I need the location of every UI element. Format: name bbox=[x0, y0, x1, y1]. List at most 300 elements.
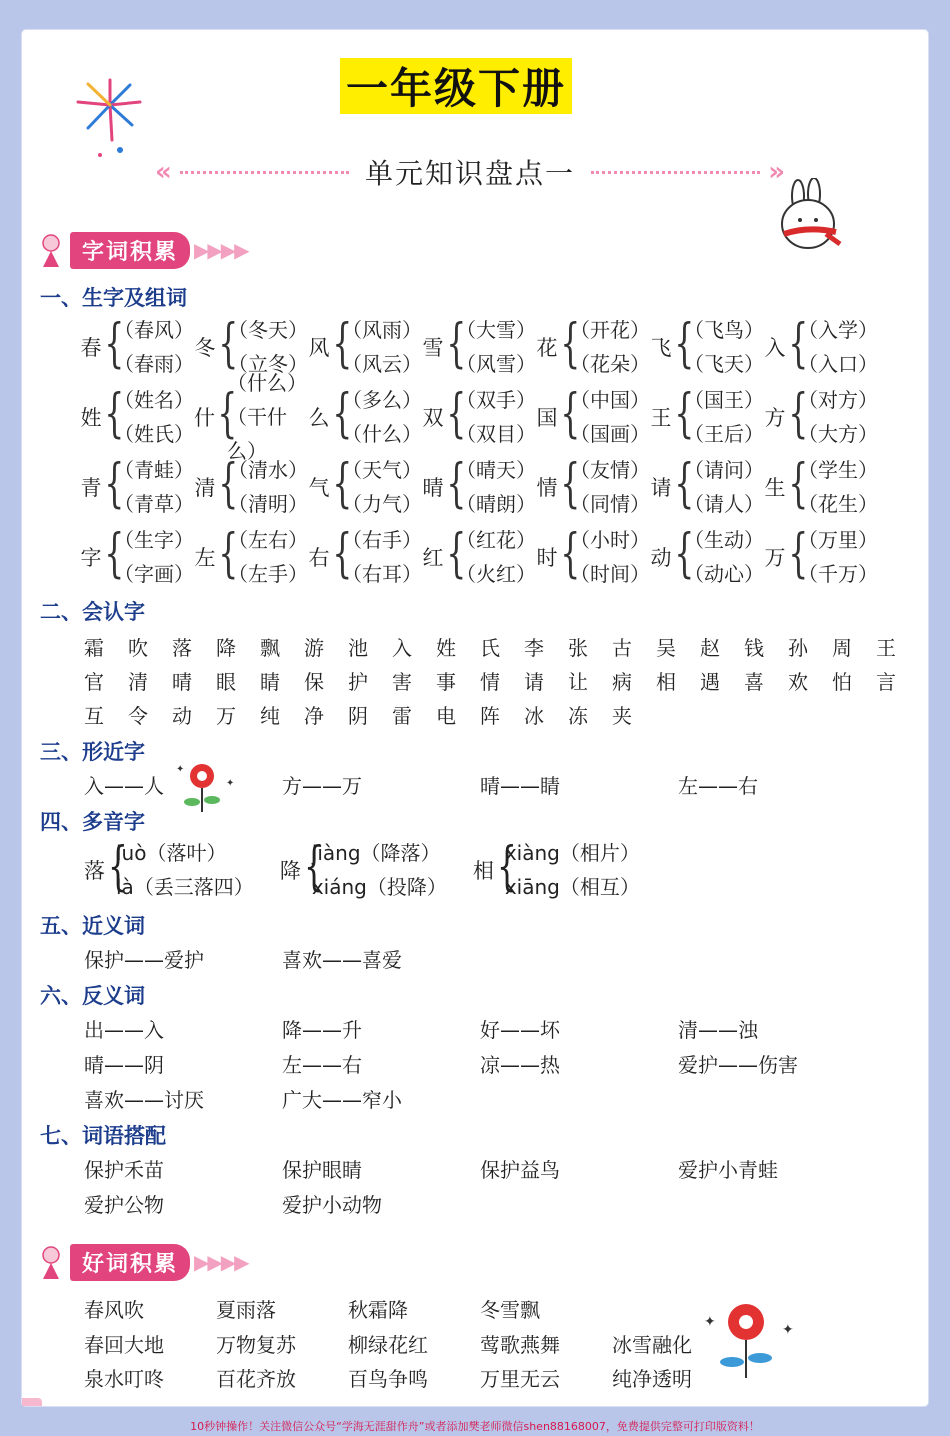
group-word: （友情） bbox=[570, 458, 650, 482]
heading-7: 七、词语搭配 bbox=[40, 1124, 166, 1148]
brace-icon: { bbox=[674, 314, 695, 374]
group-char: 王 bbox=[650, 406, 672, 430]
svg-text:✦: ✦ bbox=[704, 1314, 716, 1330]
girl-icon bbox=[38, 1245, 64, 1279]
good-word: 秋霜降 bbox=[348, 1298, 408, 1322]
brace-icon: { bbox=[788, 384, 809, 444]
good-words-row bbox=[84, 1363, 744, 1392]
antonym-pair: 左——右 bbox=[282, 1053, 362, 1077]
group-word: （晴朗） bbox=[456, 492, 536, 516]
group-cell bbox=[194, 453, 308, 521]
recognize-char: 池 bbox=[348, 636, 368, 660]
good-word: 万里无云 bbox=[480, 1367, 560, 1391]
collocation: 保护益鸟 bbox=[480, 1158, 560, 1182]
group-word: （动心） bbox=[684, 562, 764, 586]
group-word: （立冬） bbox=[228, 352, 308, 376]
recognize-char: 保 bbox=[304, 670, 324, 694]
group-word: （入学） bbox=[798, 318, 878, 342]
group-words bbox=[456, 453, 536, 521]
recognize-char: 氏 bbox=[480, 636, 500, 660]
brace-icon: { bbox=[332, 384, 353, 444]
group-char: 动 bbox=[650, 546, 672, 570]
group-words bbox=[570, 453, 650, 521]
good-word: 春回大地 bbox=[84, 1333, 164, 1357]
chevrons-icon: ▶▶▶▶ bbox=[194, 238, 248, 262]
polyphone-lines bbox=[116, 836, 254, 904]
polyphone-reading: luò（落叶） bbox=[116, 841, 227, 865]
group-cell bbox=[80, 523, 194, 591]
brace-icon: { bbox=[104, 314, 125, 374]
group-char: 什 bbox=[194, 406, 215, 430]
chevrons-icon: ▶▶▶▶ bbox=[194, 1250, 248, 1274]
group-word: （风雨） bbox=[342, 318, 422, 342]
group-cell bbox=[308, 383, 422, 451]
good-word: 春风吹 bbox=[84, 1298, 144, 1322]
group-word: （学生） bbox=[798, 458, 878, 482]
group-char: 晴 bbox=[422, 476, 444, 500]
group-row bbox=[80, 371, 880, 463]
recognize-char: 护 bbox=[348, 670, 368, 694]
group-cell bbox=[422, 383, 536, 451]
group-word: （风云） bbox=[342, 352, 422, 376]
recognize-char: 言 bbox=[876, 670, 896, 694]
brace-icon: { bbox=[217, 384, 238, 444]
polyphone-row bbox=[84, 836, 666, 904]
group-cell bbox=[536, 453, 650, 521]
group-word: （姓氏） bbox=[114, 422, 194, 446]
character-groups bbox=[80, 312, 880, 592]
brace-icon: { bbox=[104, 454, 125, 514]
group-words bbox=[684, 523, 764, 591]
brace-icon: { bbox=[332, 314, 353, 374]
group-word: （双目） bbox=[456, 422, 536, 446]
polyphone-char: 落 bbox=[84, 859, 105, 883]
similar-pair: 入——人 bbox=[84, 774, 164, 798]
recognize-char: 王 bbox=[876, 636, 896, 660]
group-char: 风 bbox=[308, 336, 330, 360]
svg-text:✦: ✦ bbox=[226, 778, 235, 789]
group-char: 姓 bbox=[80, 406, 102, 430]
recognize-char: 雷 bbox=[392, 704, 412, 728]
antonym-pair: 凉——热 bbox=[480, 1053, 560, 1077]
group-char: 方 bbox=[764, 406, 786, 430]
group-char: 春 bbox=[80, 336, 102, 360]
polyphone-reading: xiáng（投降） bbox=[311, 875, 447, 899]
recognize-char: 阵 bbox=[480, 704, 500, 728]
heading-3: 三、形近字 bbox=[40, 740, 145, 764]
good-word: 冬雪飘 bbox=[480, 1298, 540, 1322]
recognize-char: 万 bbox=[216, 704, 236, 728]
group-word: （左手） bbox=[228, 562, 308, 586]
synonym-row bbox=[84, 944, 480, 973]
recognize-char: 相 bbox=[656, 670, 676, 694]
group-word: （对方） bbox=[798, 388, 878, 412]
similar-pair: 左——右 bbox=[678, 774, 758, 798]
recognize-char: 冻 bbox=[568, 704, 588, 728]
polyphone-lines bbox=[505, 836, 640, 904]
collocation: 爱护小动物 bbox=[282, 1193, 382, 1217]
group-word: （力气） bbox=[342, 492, 422, 516]
group-cell bbox=[80, 453, 194, 521]
group-word: （王后） bbox=[684, 422, 764, 446]
recognize-char: 降 bbox=[216, 636, 236, 660]
group-char: 么 bbox=[308, 406, 330, 430]
brace-icon: { bbox=[496, 837, 517, 897]
polyphone-reading: jiàng（降落） bbox=[311, 841, 441, 865]
group-word: （冬天） bbox=[228, 318, 308, 342]
group-word: （春风） bbox=[114, 318, 194, 342]
group-cell bbox=[764, 313, 878, 381]
svg-text:✦: ✦ bbox=[782, 1322, 794, 1338]
good-words-row bbox=[84, 1329, 744, 1358]
group-word: （姓名） bbox=[114, 388, 194, 412]
badge-label: 字词积累 bbox=[70, 232, 190, 269]
firework-decoration bbox=[70, 70, 150, 170]
group-cell bbox=[80, 313, 194, 381]
group-word: （万里） bbox=[798, 528, 878, 552]
page-title-text: 一年级下册 bbox=[345, 64, 566, 113]
polyphone-block bbox=[84, 836, 254, 904]
recognize-char: 吴 bbox=[656, 636, 676, 660]
group-char: 请 bbox=[650, 476, 672, 500]
group-word: （请问） bbox=[684, 458, 764, 482]
recognize-char: 情 bbox=[480, 670, 500, 694]
group-cell bbox=[650, 383, 764, 451]
recognize-char: 令 bbox=[128, 704, 148, 728]
recognize-char: 张 bbox=[568, 636, 588, 660]
recognize-row bbox=[84, 632, 920, 661]
group-cell bbox=[650, 453, 764, 521]
recognize-char: 赵 bbox=[700, 636, 720, 660]
group-word: （青蛙） bbox=[114, 458, 194, 482]
heading-5: 五、近义词 bbox=[40, 914, 145, 938]
group-word: （字画） bbox=[114, 562, 194, 586]
group-char: 冬 bbox=[194, 336, 216, 360]
recognize-char: 孙 bbox=[788, 636, 808, 660]
brace-icon: { bbox=[560, 384, 581, 444]
polyphone-reading: xiāng（相互） bbox=[504, 875, 640, 899]
group-cell bbox=[536, 313, 650, 381]
group-word: （双手） bbox=[456, 388, 536, 412]
synonym-pair: 喜欢——喜爱 bbox=[282, 948, 402, 972]
polyphone-reading: xiàng（相片） bbox=[504, 841, 640, 865]
recognize-char: 让 bbox=[568, 670, 588, 694]
group-cell bbox=[422, 523, 536, 591]
group-words bbox=[342, 453, 422, 521]
recognize-char: 霜 bbox=[84, 636, 104, 660]
group-cell bbox=[764, 453, 878, 521]
group-words bbox=[684, 383, 764, 451]
group-word: （天气） bbox=[342, 458, 422, 482]
group-char: 生 bbox=[764, 476, 786, 500]
recognize-char: 冰 bbox=[524, 704, 544, 728]
brace-icon: { bbox=[218, 454, 239, 514]
group-words bbox=[684, 453, 764, 521]
recognize-char: 纯 bbox=[260, 704, 280, 728]
brace-icon: { bbox=[332, 454, 353, 514]
brace-icon: { bbox=[108, 837, 128, 897]
group-words bbox=[456, 383, 536, 451]
group-row bbox=[80, 522, 880, 592]
polyphone-block bbox=[473, 836, 640, 904]
recognize-char: 李 bbox=[524, 636, 544, 660]
group-cell bbox=[80, 383, 194, 451]
double-chevron-left-icon: « bbox=[155, 157, 172, 187]
recognize-char: 喜 bbox=[744, 670, 764, 694]
recognize-char: 怕 bbox=[832, 670, 852, 694]
page-title bbox=[340, 58, 572, 114]
heading-2: 二、会认字 bbox=[40, 600, 145, 624]
brace-icon: { bbox=[332, 524, 353, 584]
group-word: （清明） bbox=[228, 492, 308, 516]
subtitle: 单元知识盘点一 bbox=[365, 157, 576, 190]
group-word: （红花） bbox=[456, 528, 536, 552]
group-word: （飞鸟） bbox=[684, 318, 764, 342]
group-word: （国画） bbox=[570, 422, 650, 446]
recognize-char: 欢 bbox=[788, 670, 808, 694]
recognize-char: 阴 bbox=[348, 704, 368, 728]
group-words bbox=[342, 383, 422, 451]
good-word: 百鸟争鸣 bbox=[348, 1367, 428, 1391]
group-word: （入口） bbox=[798, 352, 878, 376]
group-cell bbox=[764, 383, 878, 451]
group-words bbox=[342, 313, 422, 381]
svg-text:✦: ✦ bbox=[176, 764, 185, 775]
group-char: 国 bbox=[536, 406, 558, 430]
flower-icon bbox=[172, 758, 238, 814]
group-word: （国王） bbox=[684, 388, 764, 412]
antonym-pair: 爱护——伤害 bbox=[678, 1053, 798, 1077]
section-badge-hao bbox=[38, 1242, 248, 1282]
group-words bbox=[114, 523, 194, 591]
polyphone-char: 相 bbox=[472, 859, 494, 883]
group-cell bbox=[536, 383, 650, 451]
girl-icon bbox=[38, 233, 64, 267]
good-word: 纯净透明 bbox=[612, 1367, 692, 1391]
group-word: （千万） bbox=[798, 562, 878, 586]
brace-icon: { bbox=[674, 384, 695, 444]
brace-icon: { bbox=[788, 454, 809, 514]
similar-pair: 晴——睛 bbox=[480, 774, 560, 798]
group-word: （生字） bbox=[114, 528, 194, 552]
brace-icon: { bbox=[446, 384, 467, 444]
recognize-char: 清 bbox=[128, 670, 148, 694]
heading-1: 一、生字及组词 bbox=[40, 286, 187, 310]
group-words bbox=[570, 383, 650, 451]
page-corner-decoration bbox=[22, 1398, 42, 1406]
group-char: 雪 bbox=[422, 336, 444, 360]
group-word: （火红） bbox=[456, 562, 536, 586]
group-word: （时间） bbox=[570, 562, 650, 586]
recognize-char: 互 bbox=[84, 704, 104, 728]
group-cell bbox=[194, 523, 308, 591]
badge-label: 好词积累 bbox=[70, 1244, 190, 1281]
group-char: 字 bbox=[80, 546, 102, 570]
heading-6: 六、反义词 bbox=[40, 984, 145, 1008]
group-word: （请人） bbox=[684, 492, 764, 516]
good-words-row bbox=[84, 1294, 612, 1323]
group-words bbox=[114, 453, 194, 521]
group-words bbox=[456, 313, 536, 381]
collocation: 爱护小青蛙 bbox=[678, 1158, 778, 1182]
recognize-char: 晴 bbox=[172, 670, 192, 694]
group-word: （大雪） bbox=[456, 318, 536, 342]
group-char: 花 bbox=[536, 336, 558, 360]
group-words bbox=[798, 453, 878, 521]
group-char: 气 bbox=[308, 476, 330, 500]
group-word: （中国） bbox=[570, 388, 650, 412]
recognize-char: 事 bbox=[436, 670, 456, 694]
polyphone-block bbox=[280, 836, 447, 904]
brace-icon: { bbox=[218, 314, 239, 374]
group-char: 飞 bbox=[650, 336, 672, 360]
recognize-char: 眼 bbox=[216, 670, 236, 694]
footer-note: 10秒钟操作！关注微信公众号“学海无涯甜作舟”或者添加樊老师微信shen88168007，免费提供完整可打印版资料！ bbox=[190, 1420, 760, 1433]
recognize-char: 古 bbox=[612, 636, 632, 660]
recognize-char: 官 bbox=[84, 670, 104, 694]
good-word: 莺歌燕舞 bbox=[480, 1333, 560, 1357]
antonym-pair: 好——坏 bbox=[480, 1018, 560, 1042]
group-word: （风雪） bbox=[456, 352, 536, 376]
brace-icon: { bbox=[674, 454, 695, 514]
group-cell bbox=[308, 523, 422, 591]
group-char: 双 bbox=[422, 406, 444, 430]
recognize-char: 姓 bbox=[436, 636, 456, 660]
brace-icon: { bbox=[788, 314, 809, 374]
group-word: （青草） bbox=[114, 492, 194, 516]
polyphone-reading: là（丢三落四） bbox=[116, 875, 254, 899]
group-cell bbox=[422, 453, 536, 521]
recognize-char: 害 bbox=[392, 670, 412, 694]
recognize-char: 飘 bbox=[260, 636, 280, 660]
group-word: （清水） bbox=[228, 458, 308, 482]
antonym-row bbox=[84, 1049, 876, 1078]
good-word: 百花齐放 bbox=[216, 1367, 296, 1391]
good-word: 冰雪融化 bbox=[612, 1333, 692, 1357]
group-words bbox=[570, 313, 650, 381]
recognize-row bbox=[84, 666, 920, 695]
recognize-char: 钱 bbox=[744, 636, 764, 660]
antonym-pair: 晴——阴 bbox=[84, 1053, 164, 1077]
group-row bbox=[80, 452, 880, 522]
group-char: 清 bbox=[194, 476, 216, 500]
brace-icon: { bbox=[104, 524, 125, 584]
good-word: 泉水叮咚 bbox=[84, 1367, 164, 1391]
brace-icon: { bbox=[446, 454, 467, 514]
group-words bbox=[798, 523, 878, 591]
group-cell bbox=[308, 453, 422, 521]
recognize-char: 请 bbox=[524, 670, 544, 694]
group-words bbox=[684, 313, 764, 381]
group-cell bbox=[650, 313, 764, 381]
collocation-row bbox=[84, 1189, 480, 1218]
group-words bbox=[798, 383, 878, 451]
recognize-char: 电 bbox=[436, 704, 456, 728]
group-word: （大方） bbox=[798, 422, 878, 446]
double-chevron-right-icon: » bbox=[768, 157, 786, 187]
recognize-char: 游 bbox=[304, 636, 324, 660]
recognize-char: 入 bbox=[392, 636, 412, 660]
group-word: （飞天） bbox=[684, 352, 764, 376]
antonym-pair: 广大——窄小 bbox=[282, 1088, 402, 1112]
group-words bbox=[342, 523, 422, 591]
group-word: （花生） bbox=[798, 492, 878, 516]
brace-icon: { bbox=[560, 524, 581, 584]
collocation: 保护禾苗 bbox=[84, 1158, 164, 1182]
brace-icon: { bbox=[446, 524, 467, 584]
group-word: （晴天） bbox=[456, 458, 536, 482]
group-words bbox=[570, 523, 650, 591]
group-char: 青 bbox=[80, 476, 102, 500]
brace-icon: { bbox=[218, 524, 239, 584]
group-char: 红 bbox=[422, 546, 444, 570]
recognize-char: 落 bbox=[172, 636, 192, 660]
group-word: （花朵） bbox=[570, 352, 650, 376]
recognize-char: 睛 bbox=[260, 670, 280, 694]
group-word: （小时） bbox=[570, 528, 650, 552]
recognize-char: 夹 bbox=[612, 704, 632, 728]
good-word: 柳绿花红 bbox=[348, 1333, 428, 1357]
dotted-divider bbox=[591, 171, 760, 174]
group-words bbox=[456, 523, 536, 591]
brace-icon: { bbox=[788, 524, 809, 584]
group-char: 万 bbox=[764, 546, 786, 570]
subtitle-row bbox=[155, 150, 785, 194]
brace-icon: { bbox=[560, 454, 581, 514]
collocation-row bbox=[84, 1154, 876, 1183]
antonym-pair: 清——浊 bbox=[678, 1018, 758, 1042]
group-words bbox=[114, 383, 194, 451]
recognize-char: 遇 bbox=[700, 670, 720, 694]
recognize-char: 动 bbox=[172, 704, 192, 728]
polyphone-lines bbox=[312, 836, 447, 904]
group-word: （右耳） bbox=[342, 562, 422, 586]
group-char: 入 bbox=[764, 336, 786, 360]
collocation: 爱护公物 bbox=[84, 1193, 164, 1217]
group-char: 右 bbox=[308, 546, 330, 570]
group-cell bbox=[650, 523, 764, 591]
recognize-row bbox=[84, 700, 656, 729]
group-word: （什么） bbox=[227, 371, 307, 395]
group-cell bbox=[536, 523, 650, 591]
similar-pair: 方——万 bbox=[282, 774, 362, 798]
group-words bbox=[798, 313, 878, 381]
group-word: （干什么） bbox=[227, 405, 287, 463]
antonym-row bbox=[84, 1014, 876, 1043]
good-word: 万物复苏 bbox=[216, 1333, 296, 1357]
recognize-char: 病 bbox=[612, 670, 632, 694]
antonym-pair: 喜欢——讨厌 bbox=[84, 1088, 204, 1112]
recognize-char: 吹 bbox=[128, 636, 148, 660]
brace-icon: { bbox=[446, 314, 467, 374]
group-words bbox=[228, 523, 308, 591]
collocation: 保护眼睛 bbox=[282, 1158, 362, 1182]
group-word: （什么） bbox=[342, 422, 422, 446]
recognize-char: 周 bbox=[832, 636, 852, 660]
group-cell bbox=[422, 313, 536, 381]
group-char: 左 bbox=[194, 546, 216, 570]
group-word: （春雨） bbox=[114, 352, 194, 376]
group-char: 时 bbox=[536, 546, 558, 570]
dotted-divider bbox=[180, 171, 349, 174]
heading-4: 四、多音字 bbox=[40, 810, 145, 834]
group-word: （开花） bbox=[570, 318, 650, 342]
polyphone-char: 降 bbox=[279, 859, 301, 883]
group-word: （生动） bbox=[684, 528, 764, 552]
recognize-char: 净 bbox=[304, 704, 324, 728]
group-words bbox=[114, 313, 194, 381]
group-word: （右手） bbox=[342, 528, 422, 552]
